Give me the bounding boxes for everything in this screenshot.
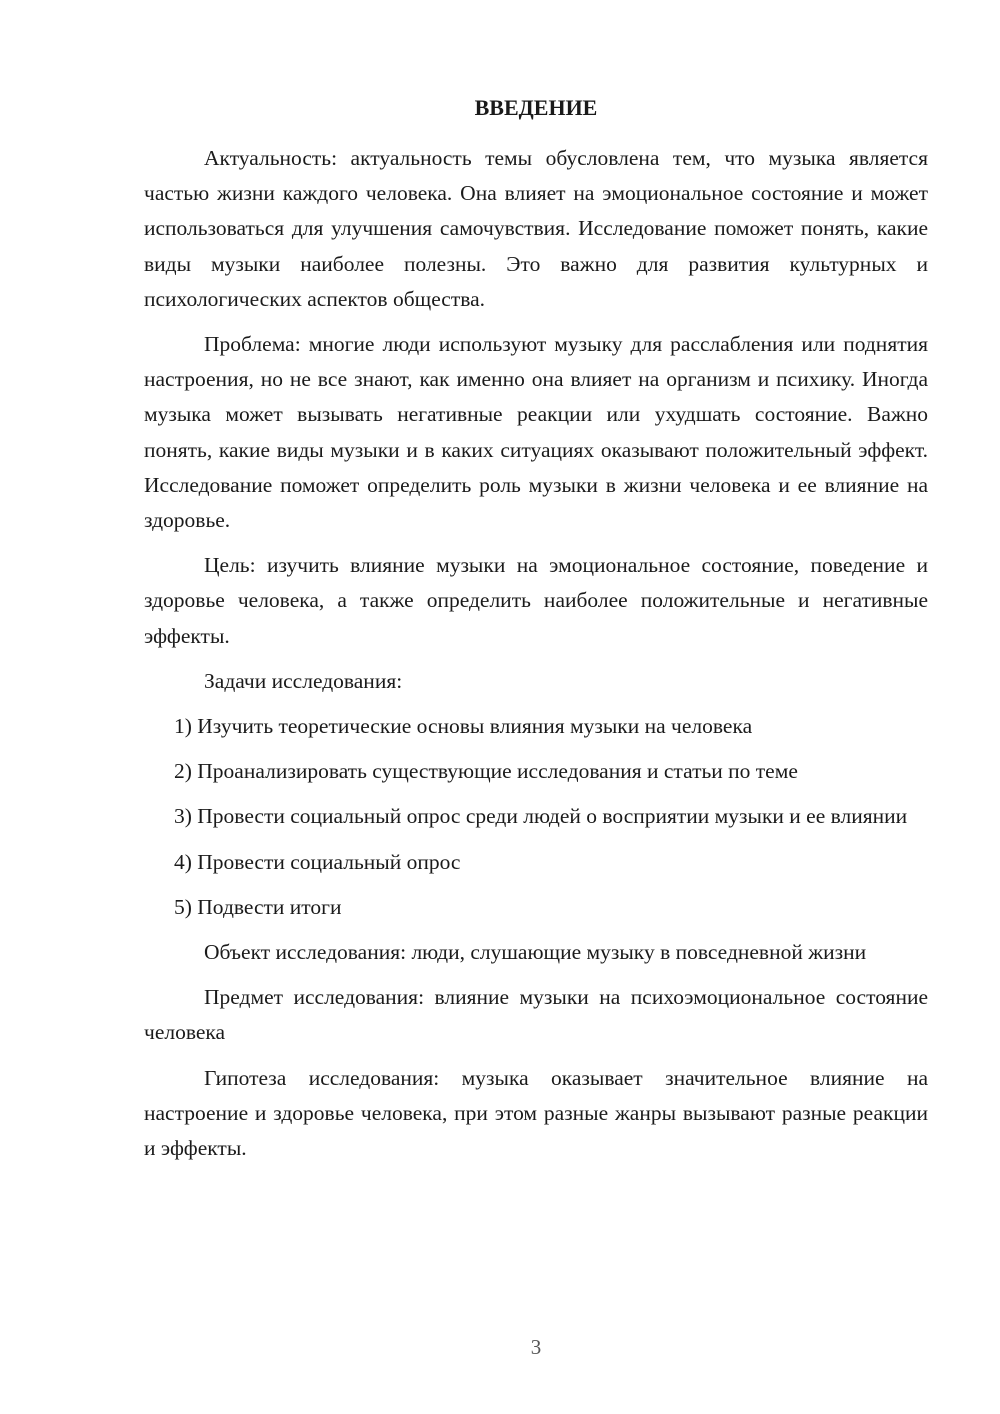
task-item-5: 5) Подвести итоги (174, 894, 342, 919)
task-item-4: 4) Провести социальный опрос (174, 849, 461, 874)
paragraph-relevance: Актуальность: актуальность темы обусловлена тем, что музыка является частью жизни каждого человека. Она влияет на эмоциональное состояние и может использоваться для улучшения самочувствия. Исследование поможет понять, какие виды музыки наиболее полезны. Это важно для развития культурных и психологических аспектов общества. (144, 146, 928, 311)
paragraph-goal: Цель: изучить влияние музыки на эмоциональное состояние, поведение и здоровье человека, а также определить наиболее положительные и негативные эффекты. (144, 553, 928, 648)
paragraph-problem: Проблема: многие люди используют музыку для расслабления или поднятия настроения, но не все знают, как именно она влияет на организм и психику. Иногда музыка может вызывать негативные реакции или ухудшать состояние. Важно понять, какие виды музыки и в каких ситуациях оказывают положительный эффект. Исследование поможет определить роль музыки в жизни человека и ее влияние на здоровье. (144, 332, 928, 533)
page-content (144, 90, 928, 1176)
task-item-1: 1) Изучить теоретические основы влияния музыки на человека (174, 714, 753, 739)
tasks-heading: Задачи исследования: (204, 668, 403, 693)
page-number: 3 (530, 1335, 542, 1359)
paragraph-subject: Предмет исследования: влияние музыки на психоэмоциональное состояние человека (144, 985, 928, 1045)
section-title: ВВЕДЕНИЕ (474, 95, 598, 120)
paragraph-hypothesis: Гипотеза исследования: музыка оказывает значительное влияние на настроение и здоровье человека, при этом разные жанры вызывают разные реакции и эффекты. (144, 1065, 928, 1161)
task-item-3: 3) Провести социальный опрос среди людей о восприятии музыки и ее влиянии (174, 804, 908, 829)
paragraph-object: Объект исследования: люди, слушающие музыку в повседневной жизни (204, 940, 867, 965)
task-item-2: 2) Проанализировать существующие исследования и статьи по теме (174, 759, 798, 784)
